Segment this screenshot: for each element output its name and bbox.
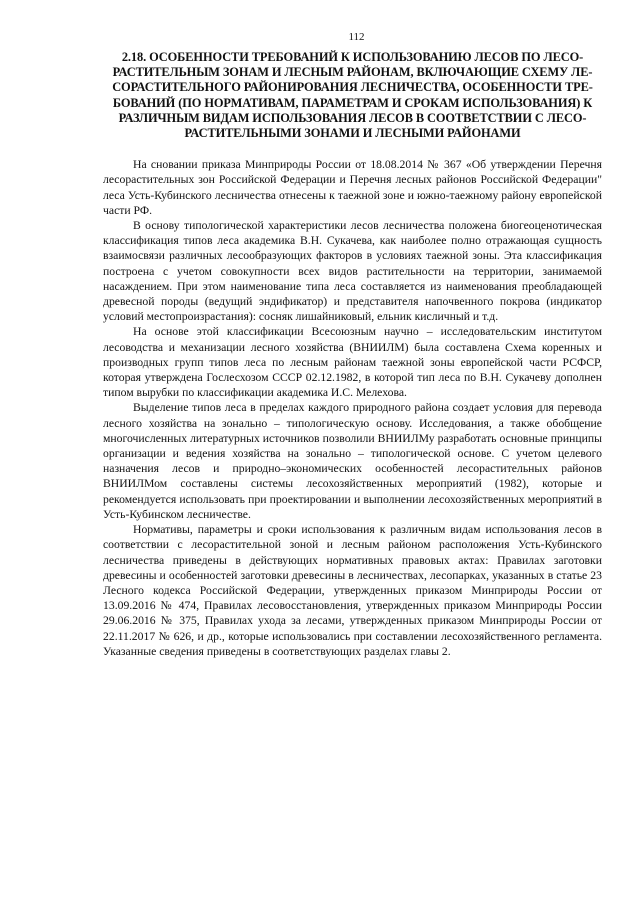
heading-line: РАСТИТЕЛЬНЫМ ЗОНАМ И ЛЕСНЫМ РАЙОНАМ, ВКЛЮЧАЮЩИЕ СХЕМУ ЛЕ- [112,65,593,80]
paragraph-vniilm-scheme: На основе этой классификации Всесоюзным научно – исследовательским институтом лесоводства и механизации лесного хозяйства (ВНИИЛМ) была составлена Схема коренных и производных групп типов леса по лесным районам таежной зоны европейской части РСФСР, которая утверждена Гослесхозом СССР 02.12.1982, в которой тип леса по В.Н. Сукачеву дополнен типом вырубки по классификации академика И.С. Мелехова. [103,325,602,400]
paragraph-forest-types: Выделение типов леса в пределах каждого природного района создает условия для перевода лесного хозяйства на зонально – типологическую основу. Исследования, а также обобщение многочисленных литературных источников позволили ВНИИЛМу разработать основные принципы организации и ведения хозяйства на зонально – типологической основе. С учетом целевого назначения лесов и природно–экономических особенностей лесорастительных районов ВНИИЛМом составлены системы лесохозяйственных мероприятий (1982), которые и рекомендуется использовать при проектировании и выполнении лесохозяйственных мероприятий в Усть-Кубинском лесничестве. [103,401,602,521]
paragraph-norms: Нормативы, параметры и сроки использования к различным видам использования лесов в соответствии с лесорастительной зоной и лесным районом расположения Усть-Кубинского лесничества приведены в действующих нормативных правовых актах: Правилах заготовки древесины и особенностей заготовки древесины в лесничествах, лесопарках, указанных в статье 23 Лесного кодекса Российской Федерации, утвержденных приказом Минприроды России от 13.09.2016 № 474, Правилах лесовосстановления, утвержденных приказом Минприроды России 29.06.2016 № 375, Правилах ухода за лесами, утвержденных приказом Минприроды России от 22.11.2017 № 626, и др., которые использовались при составлении лесохозяйственного регламента. Указанные сведения приведены в соответствующих разделах главы 2. [103,523,602,658]
heading-line: СОРАСТИТЕЛЬНОГО РАЙОНИРОВАНИЯ ЛЕСНИЧЕСТВА, ОСОБЕННОСТИ ТРЕ- [112,80,593,95]
heading-line: 2.18. ОСОБЕННОСТИ ТРЕБОВАНИЙ К ИСПОЛЬЗОВАНИЮ ЛЕСОВ ПО ЛЕСО- [121,50,584,64]
heading-line: РАЗЛИЧНЫМ ВИДАМ ИСПОЛЬЗОВАНИЯ ЛЕСОВ В СООТВЕТСТВИИ С ЛЕСО- [118,110,587,125]
paragraph-classification: В основу типологической характеристики лесов лесничества положена биогеоценотическая классификация типов леса академика В.Н. Сукачева, как наиболее полно отражающая сущность взаимосвязи различных лесообразующих факторов в условиях таежной зоны. Эта классификация построена с учетом совокупности всех видов растительности на территории, занимаемой насаждением. При этом наименование типа леса составляется из наименования преобладающей древесной породы (ведущий эндификатор) и представителя напочвенного покрова (индикатор условий местопроизрастания): сосняк лишайниковый, ельник кисличный и т.д. [103,219,602,324]
body-text [103,157,602,659]
section-heading [103,50,602,141]
heading-line: БОВАНИЙ (ПО НОРМАТИВАМ, ПАРАМЕТРАМ И СРОКАМ ИСПОЛЬЗОВАНИЯ) К [112,95,593,110]
paragraph-order-basis: На сновании приказа Минприроды России от 18.08.2014 № 367 «Об утверждении Перечня лесорастительных зон Российской Федерации и Перечня лесных районов Российской Федерации" леса Усть-Кубинского лесничества отнесены к таежной зоне и южно-таежному району европейской части РФ. [103,158,602,217]
page-number: 112 [348,31,365,43]
heading-line: РАСТИТЕЛЬНЫМИ ЗОНАМИ И ЛЕСНЫМИ РАЙОНАМИ [184,126,521,141]
